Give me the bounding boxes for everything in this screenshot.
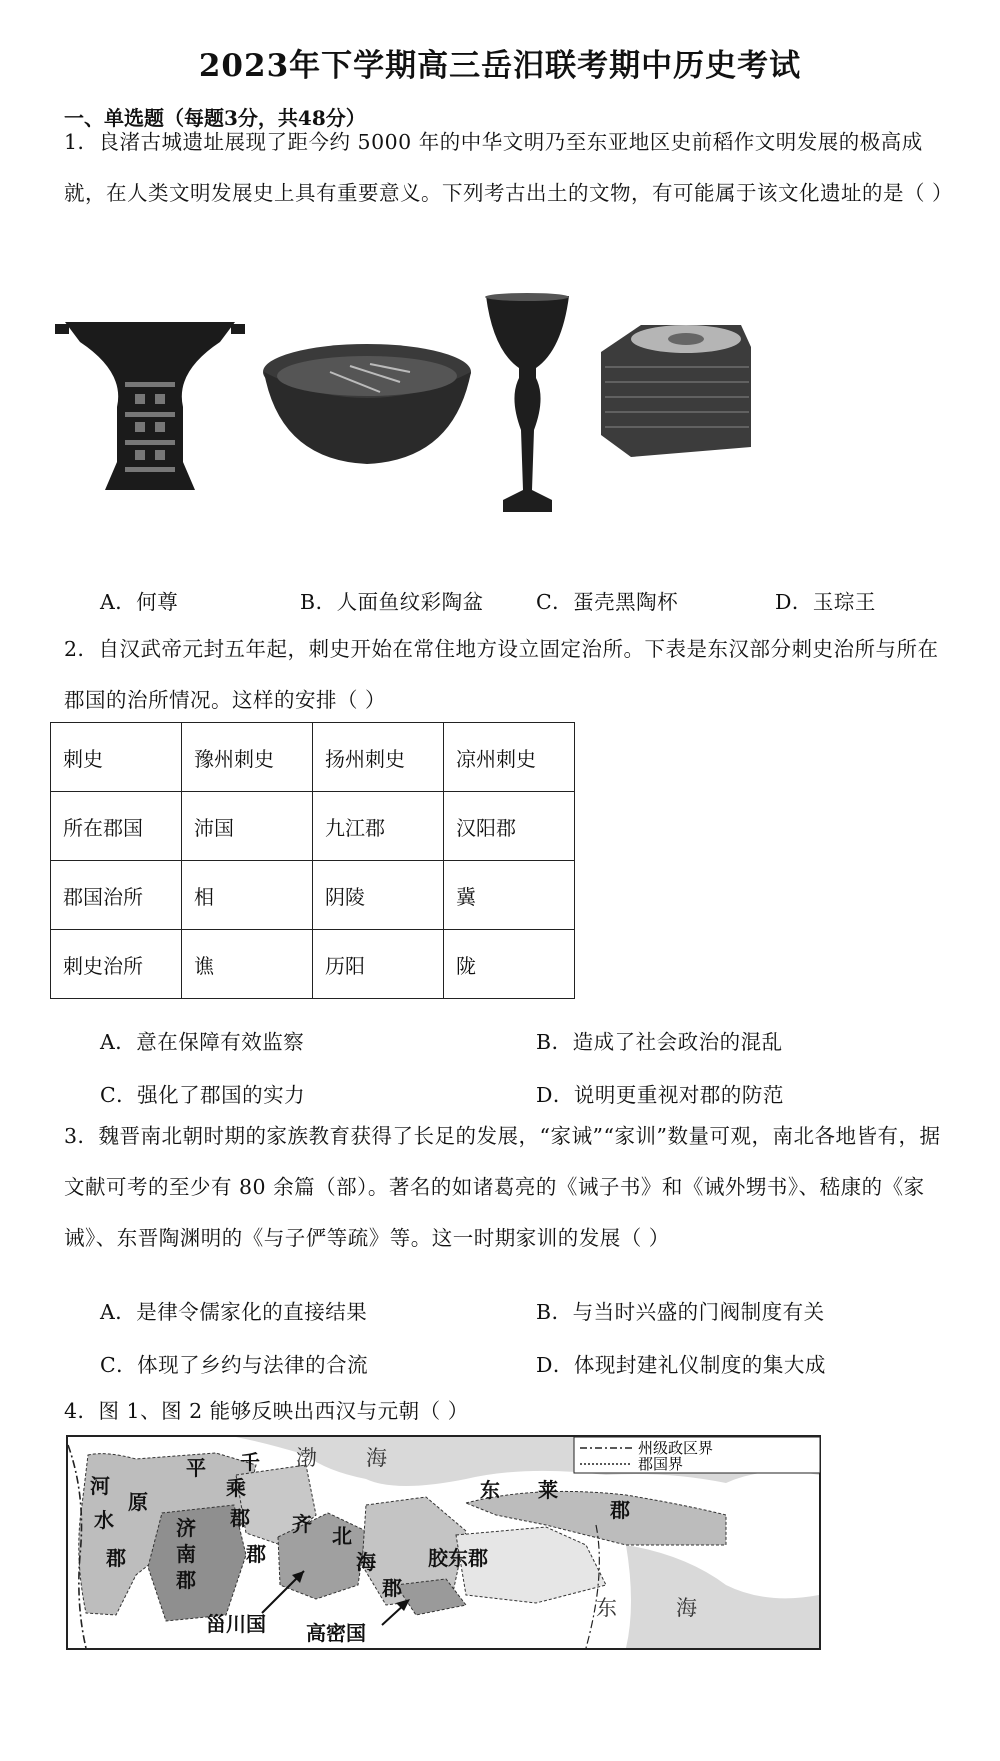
jade-cong-image bbox=[591, 317, 756, 462]
map-label-beihai-2: 海 bbox=[356, 1550, 376, 1574]
map-label-qiancheng-3: 郡 bbox=[230, 1506, 250, 1530]
question-3-stem: 3．魏晋南北朝时期的家族教育获得了长足的发展，“家诫”“家训”数量可观，南北各地皆有，据文献可考的至少有 80 余篇（部）。著名的如诸葛亮的《诫子书》和《诫外甥书》、嵇康的《家诫》、东晋陶渊明的《与子俨等疏》等。这一时期家训的发展（ ） bbox=[64, 1124, 941, 1250]
map-label-jinan-1: 济 bbox=[176, 1516, 196, 1540]
governor-table bbox=[50, 722, 575, 999]
q1-option-d: D．玉琮王 bbox=[775, 590, 876, 614]
q1-option-c: C．蛋壳黑陶杯 bbox=[536, 590, 679, 614]
map-label-gaomi: 高密国 bbox=[306, 1621, 366, 1645]
map-label-qi-2: 郡 bbox=[246, 1542, 266, 1566]
map-label-zichuan: 甾川国 bbox=[206, 1612, 266, 1636]
map-label-beihai-1: 北 bbox=[332, 1524, 352, 1548]
question-1-stem: 1．良渚古城遗址展现了距今约 5000 年的中华文明乃至东亚地区史前稻作文明发展的极高成就，在人类文明发展史上具有重要意义。下列考古出土的文物，有可能属于该文化遗址的是（ ） bbox=[64, 130, 954, 205]
question-2-stem: 2．自汉武帝元封五年起，刺史开始在常住地方设立固定治所。下表是东汉部分刺史治所与所在郡国的治所情况。这样的安排（ ） bbox=[64, 637, 939, 712]
table-row bbox=[51, 792, 575, 861]
exam-title: 2023年下学期高三岳汨联考期中历史考试 bbox=[198, 48, 802, 84]
table-cell: 陇 bbox=[444, 930, 575, 999]
q2-option-d: D．说明更重视对郡的防范 bbox=[536, 1083, 784, 1107]
q1-option-b: B．人面鱼纹彩陶盆 bbox=[300, 590, 484, 614]
map-label-bohai-1: 渤 bbox=[296, 1446, 317, 1470]
map-label-hes-3: 郡 bbox=[106, 1546, 126, 1570]
table-row bbox=[51, 723, 575, 792]
map-label-hes-1: 河 bbox=[90, 1474, 110, 1498]
table-row bbox=[51, 930, 575, 999]
table-cell: 扬州刺史 bbox=[313, 723, 444, 792]
map-label-hes-2: 水 bbox=[94, 1508, 114, 1532]
table-cell: 郡国治所 bbox=[51, 861, 182, 930]
q2-option-a: A．意在保障有效监察 bbox=[100, 1030, 305, 1054]
he-zun-image bbox=[55, 312, 245, 512]
map-label-donghai-2: 海 bbox=[676, 1596, 697, 1620]
table-cell: 刺史 bbox=[51, 723, 182, 792]
table-cell: 历阳 bbox=[313, 930, 444, 999]
table-cell: 刺史治所 bbox=[51, 930, 182, 999]
han-commandery-map bbox=[66, 1435, 821, 1650]
map-label-bohai-2: 海 bbox=[366, 1446, 387, 1470]
table-cell: 冀 bbox=[444, 861, 575, 930]
table-cell: 所在郡国 bbox=[51, 792, 182, 861]
section-heading: 一、单选题（每题3分，共48分） bbox=[64, 106, 366, 130]
map-label-pingyuan-1: 平 bbox=[186, 1456, 206, 1480]
map-label-donglai-2: 莱 bbox=[538, 1478, 558, 1502]
map-label-donglai-1: 东 bbox=[480, 1478, 500, 1502]
map-legend-state-boundary: 州级政区界 bbox=[638, 1439, 714, 1457]
q2-option-b: B．造成了社会政治的混乱 bbox=[536, 1030, 783, 1054]
map-label-qi-1: 齐 bbox=[292, 1512, 312, 1536]
painted-basin-image bbox=[260, 342, 475, 472]
map-label-donglai-3: 郡 bbox=[610, 1498, 630, 1522]
map-label-jinan-3: 郡 bbox=[176, 1568, 196, 1592]
map-legend-commandery-boundary: 郡国界 bbox=[638, 1455, 684, 1473]
q2-option-c: C．强化了郡国的实力 bbox=[100, 1083, 306, 1107]
artifact-images bbox=[55, 312, 955, 552]
table-cell: 豫州刺史 bbox=[182, 723, 313, 792]
q1-option-a: A．何尊 bbox=[100, 590, 179, 614]
table-cell: 相 bbox=[182, 861, 313, 930]
table-cell: 汉阳郡 bbox=[444, 792, 575, 861]
q3-option-b: B．与当时兴盛的门阀制度有关 bbox=[536, 1300, 825, 1324]
map-label-beihai-3: 郡 bbox=[382, 1576, 402, 1600]
eggshell-cup-image bbox=[480, 290, 575, 520]
question-4-stem: 4．图 1、图 2 能够反映出西汉与元朝（ ） bbox=[64, 1399, 469, 1423]
map-label-jinan-2: 南 bbox=[176, 1542, 196, 1566]
table-cell: 阴陵 bbox=[313, 861, 444, 930]
q3-option-d: D．体现封建礼仪制度的集大成 bbox=[536, 1353, 826, 1377]
map-label-qiancheng-1: 千 bbox=[240, 1450, 260, 1474]
table-cell: 谯 bbox=[182, 930, 313, 999]
q3-option-a: A．是律令儒家化的直接结果 bbox=[100, 1300, 368, 1324]
map-label-pingyuan-2: 原 bbox=[128, 1490, 148, 1514]
table-cell: 沛国 bbox=[182, 792, 313, 861]
map-label-qiancheng-2: 乘 bbox=[226, 1476, 246, 1500]
map-label-donghai-1: 东 bbox=[596, 1596, 617, 1620]
table-cell: 九江郡 bbox=[313, 792, 444, 861]
table-row bbox=[51, 861, 575, 930]
q3-option-c: C．体现了乡约与法律的合流 bbox=[100, 1353, 369, 1377]
table-cell: 凉州刺史 bbox=[444, 723, 575, 792]
map-label-jiaodong: 胶东郡 bbox=[428, 1546, 488, 1570]
